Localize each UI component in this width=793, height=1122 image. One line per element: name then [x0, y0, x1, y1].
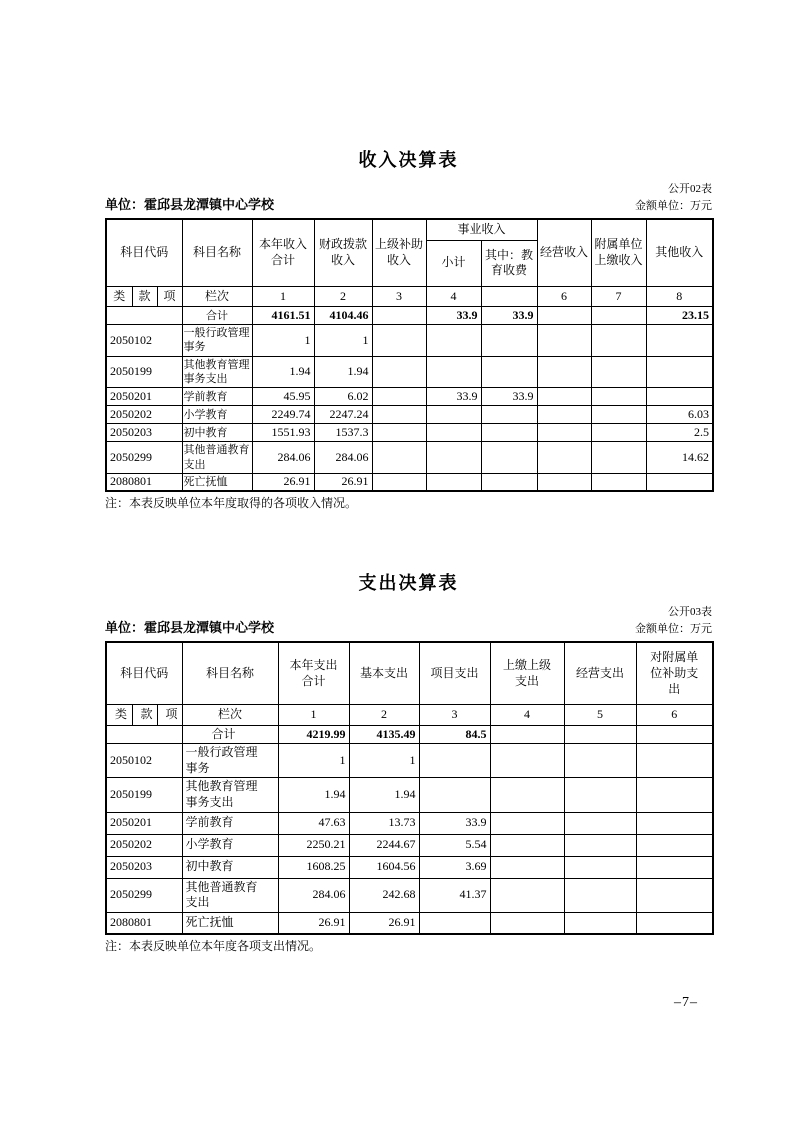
- amount-cell: [564, 744, 636, 778]
- table-row: [106, 778, 713, 812]
- subject-name-cell: 一般行政管理事务: [182, 325, 252, 357]
- column-number: 4: [490, 704, 564, 725]
- amount-cell: [372, 325, 426, 357]
- amount-cell: [537, 473, 591, 491]
- expense-table-body: [106, 744, 713, 935]
- amount-cell: [636, 778, 713, 812]
- table-row: [106, 878, 713, 912]
- amount-cell: [646, 388, 713, 406]
- amount-cell: 6.02: [314, 388, 372, 406]
- amount-cell: [490, 744, 564, 778]
- total-cell: 4161.51: [252, 307, 314, 325]
- amount-cell: [481, 356, 537, 388]
- amount-cell: [372, 473, 426, 491]
- subject-name-cell: 学前教育: [182, 812, 278, 834]
- column-number: 3: [372, 286, 426, 307]
- page-content: [105, 0, 712, 954]
- amount-cell: [426, 325, 481, 357]
- amount-cell: [372, 356, 426, 388]
- income-total-row: [106, 307, 713, 325]
- total-code-blank: [106, 725, 182, 744]
- header-col-affiliated-remit: 附属单位上缴收入: [591, 219, 646, 286]
- amount-cell: [564, 878, 636, 912]
- expense-note: 注：本表反映单位本年度各项支出情况。: [105, 939, 322, 954]
- amount-cell: [490, 812, 564, 834]
- amount-cell: [490, 778, 564, 812]
- amount-cell: [419, 744, 490, 778]
- header-col-superior-subsidy: 上级补助收入: [372, 219, 426, 286]
- amount-cell: [646, 356, 713, 388]
- amount-cell: [564, 912, 636, 934]
- total-cell: 33.9: [426, 307, 481, 325]
- expense-column-number-row: [106, 704, 713, 725]
- amount-cell: [481, 442, 537, 474]
- amount-cell: 1: [349, 744, 419, 778]
- header-code-class: 类: [106, 704, 132, 725]
- total-cell: [490, 725, 564, 744]
- amount-cell: [537, 356, 591, 388]
- page-number: –7–: [674, 995, 698, 1010]
- header-col-project-expense: 项目支出: [419, 642, 490, 704]
- amount-cell: [426, 473, 481, 491]
- amount-cell: 1.94: [314, 356, 372, 388]
- table-row: [106, 442, 713, 474]
- amount-cell: [419, 912, 490, 934]
- subject-code-cell: 2050199: [106, 778, 182, 812]
- amount-cell: [537, 325, 591, 357]
- total-cell: [372, 307, 426, 325]
- header-col-operating-expense: 经营支出: [564, 642, 636, 704]
- table-row: [106, 424, 713, 442]
- amount-cell: 2244.67: [349, 834, 419, 856]
- amount-cell: [490, 856, 564, 878]
- column-number: 7: [591, 286, 646, 307]
- amount-cell: [372, 406, 426, 424]
- header-col-basic-expense: 基本支出: [349, 642, 419, 704]
- income-table: [105, 218, 714, 492]
- table-row: [106, 834, 713, 856]
- amount-cell: 1: [314, 325, 372, 357]
- column-number: 4: [426, 286, 481, 307]
- amount-cell: 26.91: [349, 912, 419, 934]
- expense-amount-unit-label: 金额单位：万元: [635, 623, 712, 636]
- income-form-number-label: 公开02表: [668, 183, 712, 195]
- amount-cell: [636, 912, 713, 934]
- subject-code-cell: 2050102: [106, 744, 182, 778]
- amount-cell: 284.06: [314, 442, 372, 474]
- income-meta-row: [105, 196, 712, 214]
- amount-cell: [426, 442, 481, 474]
- amount-cell: [481, 406, 537, 424]
- amount-cell: [591, 473, 646, 491]
- column-number: 2: [314, 286, 372, 307]
- amount-cell: 2250.21: [278, 834, 349, 856]
- column-number: [481, 286, 537, 307]
- subject-name-cell: 死亡抚恤: [182, 473, 252, 491]
- column-number: 6: [537, 286, 591, 307]
- amount-cell: [537, 388, 591, 406]
- expense-total-row: [106, 725, 713, 744]
- amount-cell: [481, 424, 537, 442]
- header-business-income-group: 事业收入: [426, 219, 537, 240]
- subject-name-cell: 其他普通教育支出: [182, 878, 278, 912]
- subject-code-cell: 2050299: [106, 878, 182, 912]
- total-cell: 84.5: [419, 725, 490, 744]
- amount-cell: [481, 473, 537, 491]
- subject-name-cell: 死亡抚恤: [182, 912, 278, 934]
- column-number: 1: [278, 704, 349, 725]
- expense-meta-row: [105, 619, 712, 637]
- amount-cell: [481, 325, 537, 357]
- amount-cell: 1.94: [252, 356, 314, 388]
- subject-code-cell: 2080801: [106, 912, 182, 934]
- total-cell: 4135.49: [349, 725, 419, 744]
- amount-cell: 14.62: [646, 442, 713, 474]
- amount-cell: [646, 325, 713, 357]
- amount-cell: 26.91: [314, 473, 372, 491]
- header-col-other-income: 其他收入: [646, 219, 713, 286]
- amount-cell: 13.73: [349, 812, 419, 834]
- column-number: 6: [636, 704, 713, 725]
- table-row: [106, 388, 713, 406]
- amount-cell: 33.9: [481, 388, 537, 406]
- amount-cell: 33.9: [419, 812, 490, 834]
- total-label: 合计: [182, 307, 252, 325]
- header-col-subtotal: 小计: [426, 240, 481, 286]
- expense-unit-label: 单位：霍邱县龙潭镇中心学校: [105, 620, 275, 636]
- amount-cell: [591, 424, 646, 442]
- total-cell: [636, 725, 713, 744]
- amount-cell: [426, 356, 481, 388]
- header-col-remit-superior: 上缴上级支出: [490, 642, 564, 704]
- amount-cell: [372, 424, 426, 442]
- subject-code-cell: 2050201: [106, 812, 182, 834]
- total-code-blank: [106, 307, 182, 325]
- amount-cell: [537, 442, 591, 474]
- total-cell: [537, 307, 591, 325]
- amount-cell: [636, 856, 713, 878]
- header-lanci-label: 栏次: [182, 704, 278, 725]
- amount-cell: [372, 388, 426, 406]
- header-code-item: 项: [157, 704, 182, 725]
- header-code-class: 类: [106, 286, 132, 307]
- subject-name-cell: 其他普通教育支出: [182, 442, 252, 474]
- amount-cell: [646, 473, 713, 491]
- header-col-operating-income: 经营收入: [537, 219, 591, 286]
- amount-cell: 2.5: [646, 424, 713, 442]
- amount-cell: 26.91: [278, 912, 349, 934]
- subject-name-cell: 学前教育: [182, 388, 252, 406]
- total-cell: 33.9: [481, 307, 537, 325]
- amount-cell: 1: [252, 325, 314, 357]
- amount-cell: [564, 834, 636, 856]
- header-lanci-label: 栏次: [182, 286, 252, 307]
- total-cell: [564, 725, 636, 744]
- expense-title: 支出决算表: [358, 573, 459, 594]
- income-title: 收入决算表: [358, 150, 459, 170]
- subject-name-cell: 初中教育: [182, 856, 278, 878]
- amount-cell: [591, 325, 646, 357]
- table-row: [106, 473, 713, 491]
- header-code-section: 款: [132, 286, 157, 307]
- amount-cell: 2249.74: [252, 406, 314, 424]
- expense-form-number-label: 公开03表: [668, 606, 712, 619]
- income-table-body: [106, 325, 713, 492]
- subject-code-cell: 2050203: [106, 424, 182, 442]
- amount-cell: 26.91: [252, 473, 314, 491]
- amount-cell: 6.03: [646, 406, 713, 424]
- amount-cell: 2247.24: [314, 406, 372, 424]
- subject-code-cell: 2050202: [106, 834, 182, 856]
- amount-cell: [591, 356, 646, 388]
- amount-cell: 1: [278, 744, 349, 778]
- amount-cell: 1.94: [349, 778, 419, 812]
- column-number: 8: [646, 286, 713, 307]
- header-subject-code: 科目代码: [106, 219, 182, 286]
- subject-code-cell: 2050202: [106, 406, 182, 424]
- total-cell: 4104.46: [314, 307, 372, 325]
- expense-header-row: [106, 642, 713, 704]
- total-cell: 4219.99: [278, 725, 349, 744]
- table-row: [106, 325, 713, 357]
- subject-name-cell: 小学教育: [182, 834, 278, 856]
- amount-cell: 3.69: [419, 856, 490, 878]
- amount-cell: 45.95: [252, 388, 314, 406]
- subject-name-cell: 小学教育: [182, 406, 252, 424]
- amount-cell: [564, 812, 636, 834]
- subject-name-cell: 一般行政管理事务: [182, 744, 278, 778]
- amount-cell: 1608.25: [278, 856, 349, 878]
- income-unit-label: 单位：霍邱县龙潭镇中心学校: [105, 197, 275, 212]
- amount-cell: [490, 834, 564, 856]
- column-number: 5: [564, 704, 636, 725]
- amount-cell: [564, 778, 636, 812]
- amount-cell: 284.06: [278, 878, 349, 912]
- column-number: 1: [252, 286, 314, 307]
- subject-code-cell: 2050102: [106, 325, 182, 357]
- amount-cell: [372, 442, 426, 474]
- header-col-year-income-total: 本年收入合计: [252, 219, 314, 286]
- expense-table: [105, 641, 714, 935]
- amount-cell: [419, 778, 490, 812]
- amount-cell: [636, 744, 713, 778]
- amount-cell: 1551.93: [252, 424, 314, 442]
- amount-cell: [426, 406, 481, 424]
- subject-name-cell: 其他教育管理事务支出: [182, 356, 252, 388]
- header-subject-name: 科目名称: [182, 219, 252, 286]
- amount-cell: [591, 442, 646, 474]
- header-code-section: 款: [132, 704, 157, 725]
- table-row: [106, 812, 713, 834]
- subject-code-cell: 2050203: [106, 856, 182, 878]
- amount-cell: [537, 406, 591, 424]
- amount-cell: 242.68: [349, 878, 419, 912]
- amount-cell: [564, 856, 636, 878]
- total-cell: [591, 307, 646, 325]
- subject-name-cell: 其他教育管理事务支出: [182, 778, 278, 812]
- table-row: [106, 406, 713, 424]
- income-header-row-top: [106, 219, 713, 240]
- header-subject-code: 科目代码: [106, 642, 182, 704]
- amount-cell: [636, 878, 713, 912]
- subject-code-cell: 2080801: [106, 473, 182, 491]
- amount-cell: [426, 424, 481, 442]
- amount-cell: [591, 406, 646, 424]
- amount-cell: 284.06: [252, 442, 314, 474]
- column-number: 3: [419, 704, 490, 725]
- header-code-item: 项: [157, 286, 182, 307]
- header-col-affiliated-subsidy: 对附属单位补助支出: [636, 642, 713, 704]
- header-col-education-fee: 其中：教育收费: [481, 240, 537, 286]
- subject-code-cell: 2050199: [106, 356, 182, 388]
- header-subject-name: 科目名称: [182, 642, 278, 704]
- income-column-number-row: [106, 286, 713, 307]
- table-row: [106, 856, 713, 878]
- amount-cell: [490, 912, 564, 934]
- subject-name-cell: 初中教育: [182, 424, 252, 442]
- amount-cell: [537, 424, 591, 442]
- amount-cell: 33.9: [426, 388, 481, 406]
- header-col-fiscal-appropriation: 财政拨款收入: [314, 219, 372, 286]
- amount-cell: 1.94: [278, 778, 349, 812]
- amount-cell: 5.54: [419, 834, 490, 856]
- amount-cell: 1537.3: [314, 424, 372, 442]
- total-label: 合计: [182, 725, 278, 744]
- total-cell: 23.15: [646, 307, 713, 325]
- table-row: [106, 744, 713, 778]
- subject-code-cell: 2050201: [106, 388, 182, 406]
- income-amount-unit-label: 金额单位：万元: [635, 200, 712, 212]
- amount-cell: 1604.56: [349, 856, 419, 878]
- amount-cell: [591, 388, 646, 406]
- table-row: [106, 912, 713, 934]
- subject-code-cell: 2050299: [106, 442, 182, 474]
- income-note: 注：本表反映单位本年度取得的各项收入情况。: [105, 496, 358, 511]
- amount-cell: [490, 878, 564, 912]
- amount-cell: [636, 834, 713, 856]
- table-row: [106, 356, 713, 388]
- header-col-year-expense-total: 本年支出合计: [278, 642, 349, 704]
- amount-cell: 41.37: [419, 878, 490, 912]
- amount-cell: [636, 812, 713, 834]
- column-number: 2: [349, 704, 419, 725]
- amount-cell: 47.63: [278, 812, 349, 834]
